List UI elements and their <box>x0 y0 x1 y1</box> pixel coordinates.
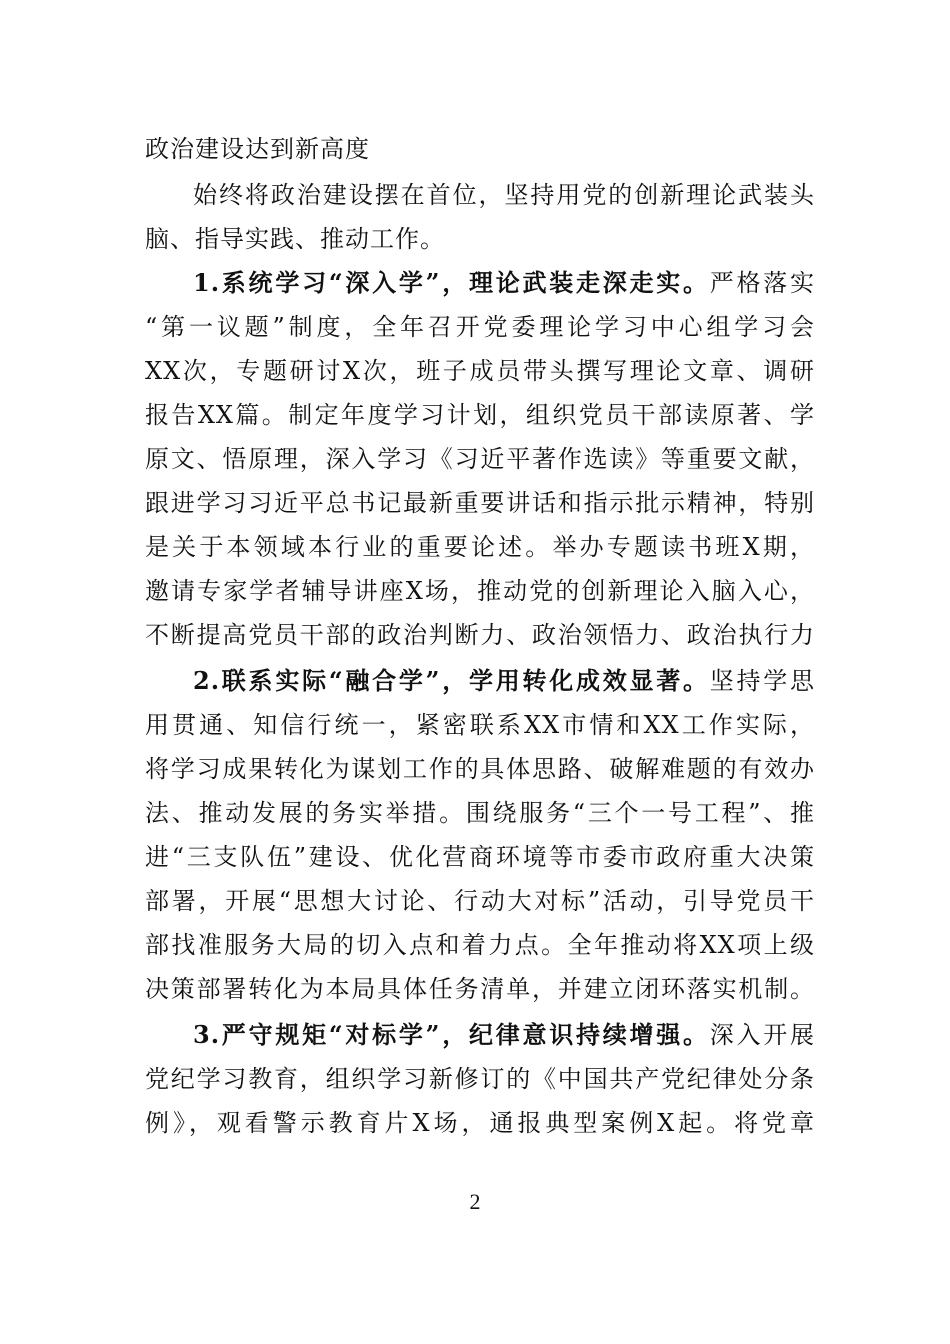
section-2-heading: 2.联系实际“融合学”，学用转化成效显著。 <box>193 666 710 695</box>
text-line: 是关于本领域本行业的重要论述。举办专题读书班X期， <box>145 533 815 561</box>
section-3-first-line <box>193 1020 815 1050</box>
section-1-heading: 1.系统学习“深入学”，理论武装走深走实。 <box>193 268 710 297</box>
text-span: 坚持学思 <box>709 667 815 695</box>
text-line: 部署，开展“思想大讨论、行动大对标”活动，引导党员干 <box>145 887 815 915</box>
section-3-heading: 3.严守规矩“对标学”，纪律意识持续增强。 <box>193 1020 710 1049</box>
text-line: 报告XX篇。制定年度学习计划，组织党员干部读原著、学 <box>145 401 815 429</box>
text-line: 将学习成果转化为谋划工作的具体思路、破解难题的有效办 <box>145 755 815 783</box>
text-line: 决策部署转化为本局具体任务清单，并建立闭环落实机制。 <box>145 975 815 1003</box>
text-line: 脑、指导实践、推动工作。 <box>145 225 445 253</box>
text-line: 邀请专家学者辅导讲座X场，推动党的创新理论入脑入心， <box>145 577 815 605</box>
text-line: 党纪学习教育，组织学习新修订的《中国共产党纪律处分条 <box>145 1065 815 1093</box>
text-line: XX次，专题研讨X次，班子成员带头撰写理论文章、调研 <box>145 357 815 385</box>
text-line: 法、推动发展的务实举措。围绕服务“三个一号工程”、推 <box>145 799 815 827</box>
text-line: 原文、悟原理，深入学习《习近平著作选读》等重要文献， <box>145 445 815 473</box>
text-line: 政治建设达到新高度 <box>145 135 370 163</box>
section-1-first-line <box>193 268 815 298</box>
section-2-first-line <box>193 666 815 696</box>
text-line: 用贯通、知信行统一，紧密联系XX市情和XX工作实际， <box>145 711 815 739</box>
text-line: 例》，观看警示教育片X场，通报典型案例X起。将党章 <box>145 1109 815 1137</box>
text-span: 严格落实 <box>709 269 815 297</box>
text-line: 不断提高党员干部的政治判断力、政治领悟力、政治执行力 <box>145 621 815 649</box>
text-line: 进“三支队伍”建设、优化营商环境等市委市政府重大决策 <box>145 843 815 871</box>
text-line: “第一议题”制度，全年召开党委理论学习中心组学习会 <box>145 313 815 341</box>
page-number: 2 <box>469 1189 481 1214</box>
text-line: 部找准服务大局的切入点和着力点。全年推动将XX项上级 <box>145 931 815 959</box>
text-span: 深入开展 <box>709 1021 815 1049</box>
paragraph-intro-line: 始终将政治建设摆在首位，坚持用党的创新理论武装头 <box>193 181 815 209</box>
text-line: 跟进学习习近平总书记最新重要讲话和指示批示精神，特别 <box>145 489 815 517</box>
